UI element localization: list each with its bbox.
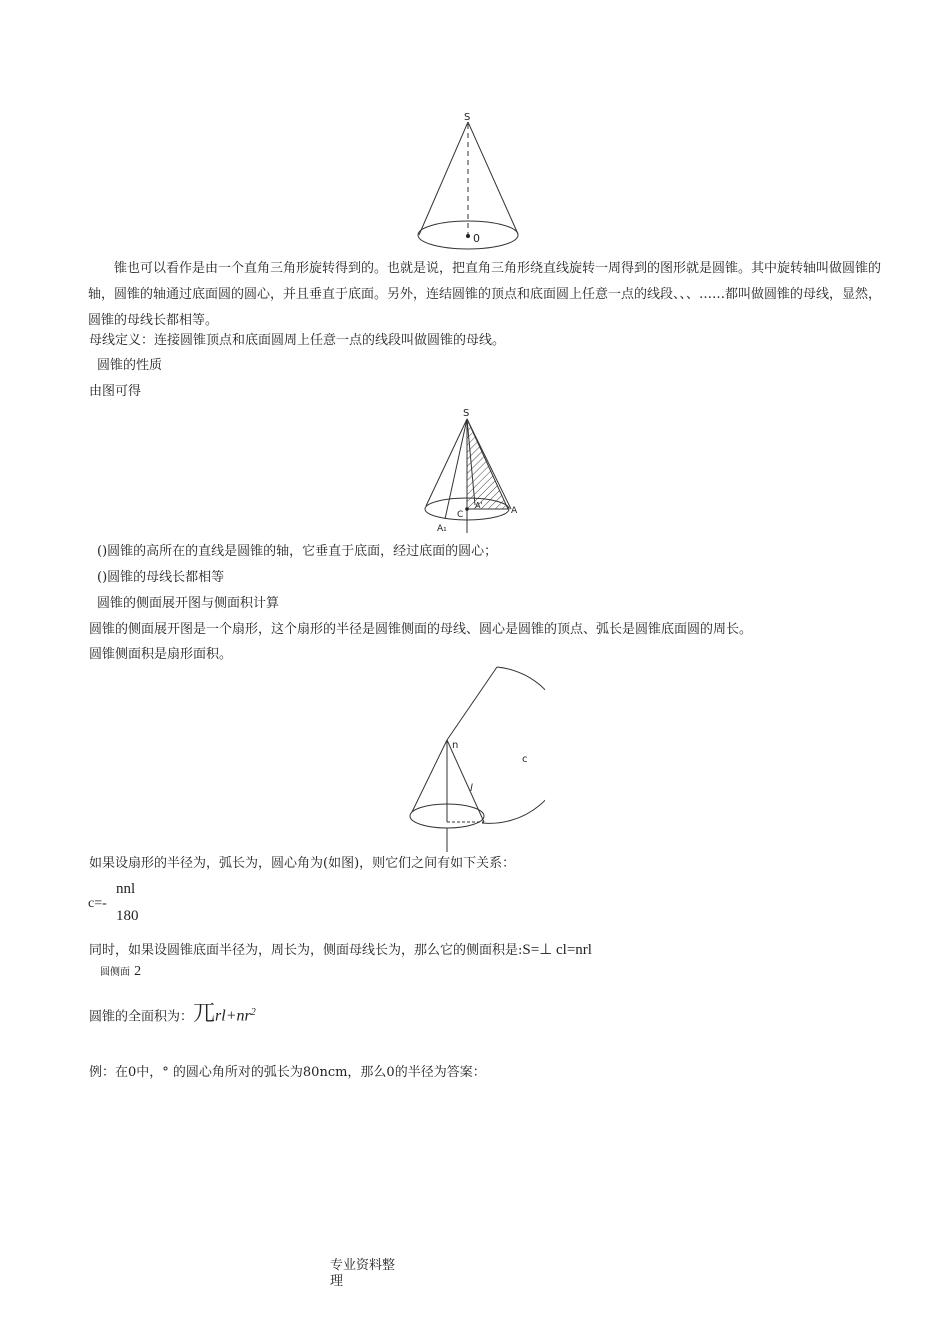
sector-figure <box>400 660 545 855</box>
cone1-left-edge <box>419 122 468 235</box>
svg-text:A: A <box>511 506 518 516</box>
area-text <box>89 940 592 961</box>
total-area-rest: rl+nr <box>215 1007 251 1025</box>
formula-c-numerator: nnl <box>116 881 136 897</box>
svg-text:A': A' <box>475 501 483 510</box>
heading-properties: 圆锥的性质 <box>97 358 163 373</box>
area-text-body: 同时，如果设圆锥底面半径为，周长为，侧面母线长为，那么它的侧面积是: <box>89 943 523 958</box>
example-question: 例：在0中，° 的圆心角所对的弧长为80ncm，那么0的半径为答案： <box>89 1065 486 1080</box>
cone1-right-edge <box>468 122 518 234</box>
svg-text:A₁: A₁ <box>437 524 447 534</box>
total-area-label: 圆锥的全面积为： <box>89 1009 194 1025</box>
property-generatrix: ()圆锥的母线长都相等 <box>97 570 225 585</box>
sector-arc <box>482 667 545 823</box>
cone1-center-label: 0 <box>473 232 480 245</box>
svg-text:C: C <box>457 510 464 520</box>
cone3-left-edge <box>412 740 447 812</box>
footer-line-2: 理 <box>330 1274 344 1289</box>
total-area-sup: 2 <box>250 1007 256 1018</box>
total-area <box>89 1001 256 1029</box>
cone-figure-1 <box>410 108 530 253</box>
cone1-apex-label: S <box>464 112 471 123</box>
area-subscript-label: 圆侧面 <box>100 967 130 978</box>
footer-line-1: 专业资料整 <box>330 1258 396 1273</box>
formula-c-denominator: 180 <box>116 908 139 924</box>
unfold-description: 圆锥的侧面展开图是一个扇形，这个扇形的半径是圆锥侧面的母线、圆心是圆锥的顶点、弧长是圆锥底面圆的周长。 <box>89 622 753 637</box>
svg-text:c: c <box>522 754 528 765</box>
area-subscript-two: 2 <box>134 964 142 979</box>
sector-radius <box>447 667 497 740</box>
relation-intro: 如果设扇形的半径为，弧长为，圆心角为(如图)，则它们之间有如下关系： <box>89 856 516 871</box>
property-axis: ()圆锥的高所在的直线是圆锥的轴，它垂直于底面，经过底面的圆心； <box>97 544 498 559</box>
svg-text:n: n <box>452 740 459 751</box>
generatrix-definition: 母线定义：连接圆锥顶点和底面圆周上任意一点的线段叫做圆锥的母线。 <box>89 333 506 348</box>
formula-c-lhs: c=- <box>88 896 107 911</box>
cone-figure-2 <box>415 405 530 535</box>
from-figure: 由图可得 <box>89 384 142 399</box>
svg-text:l: l <box>470 783 473 794</box>
total-area-pi: 兀 <box>193 1000 216 1026</box>
heading-unfold: 圆锥的侧面展开图与侧面积计算 <box>97 596 280 611</box>
area-formula: S=⊥ cl=nrl <box>522 942 592 958</box>
area-subscript <box>100 962 141 983</box>
lateral-area-note: 圆锥侧面积是扇形面积。 <box>89 647 233 662</box>
svg-text:S: S <box>463 408 470 419</box>
paragraph-rotation: 锥也可以看作是由一个直角三角形旋转得到的。也就是说，把直角三角形绕直线旋转一周得到的图形就是圆锥。其中旋转轴叫做圆锥的轴，圆锥的轴通过底面圆的圆心，并且垂直于底面。另外，连结圆锥的顶点和底面圆上任意一点的线段、、、……都叫做圆锥的母线，显然，圆锥的母线长都相等。 <box>88 261 882 328</box>
